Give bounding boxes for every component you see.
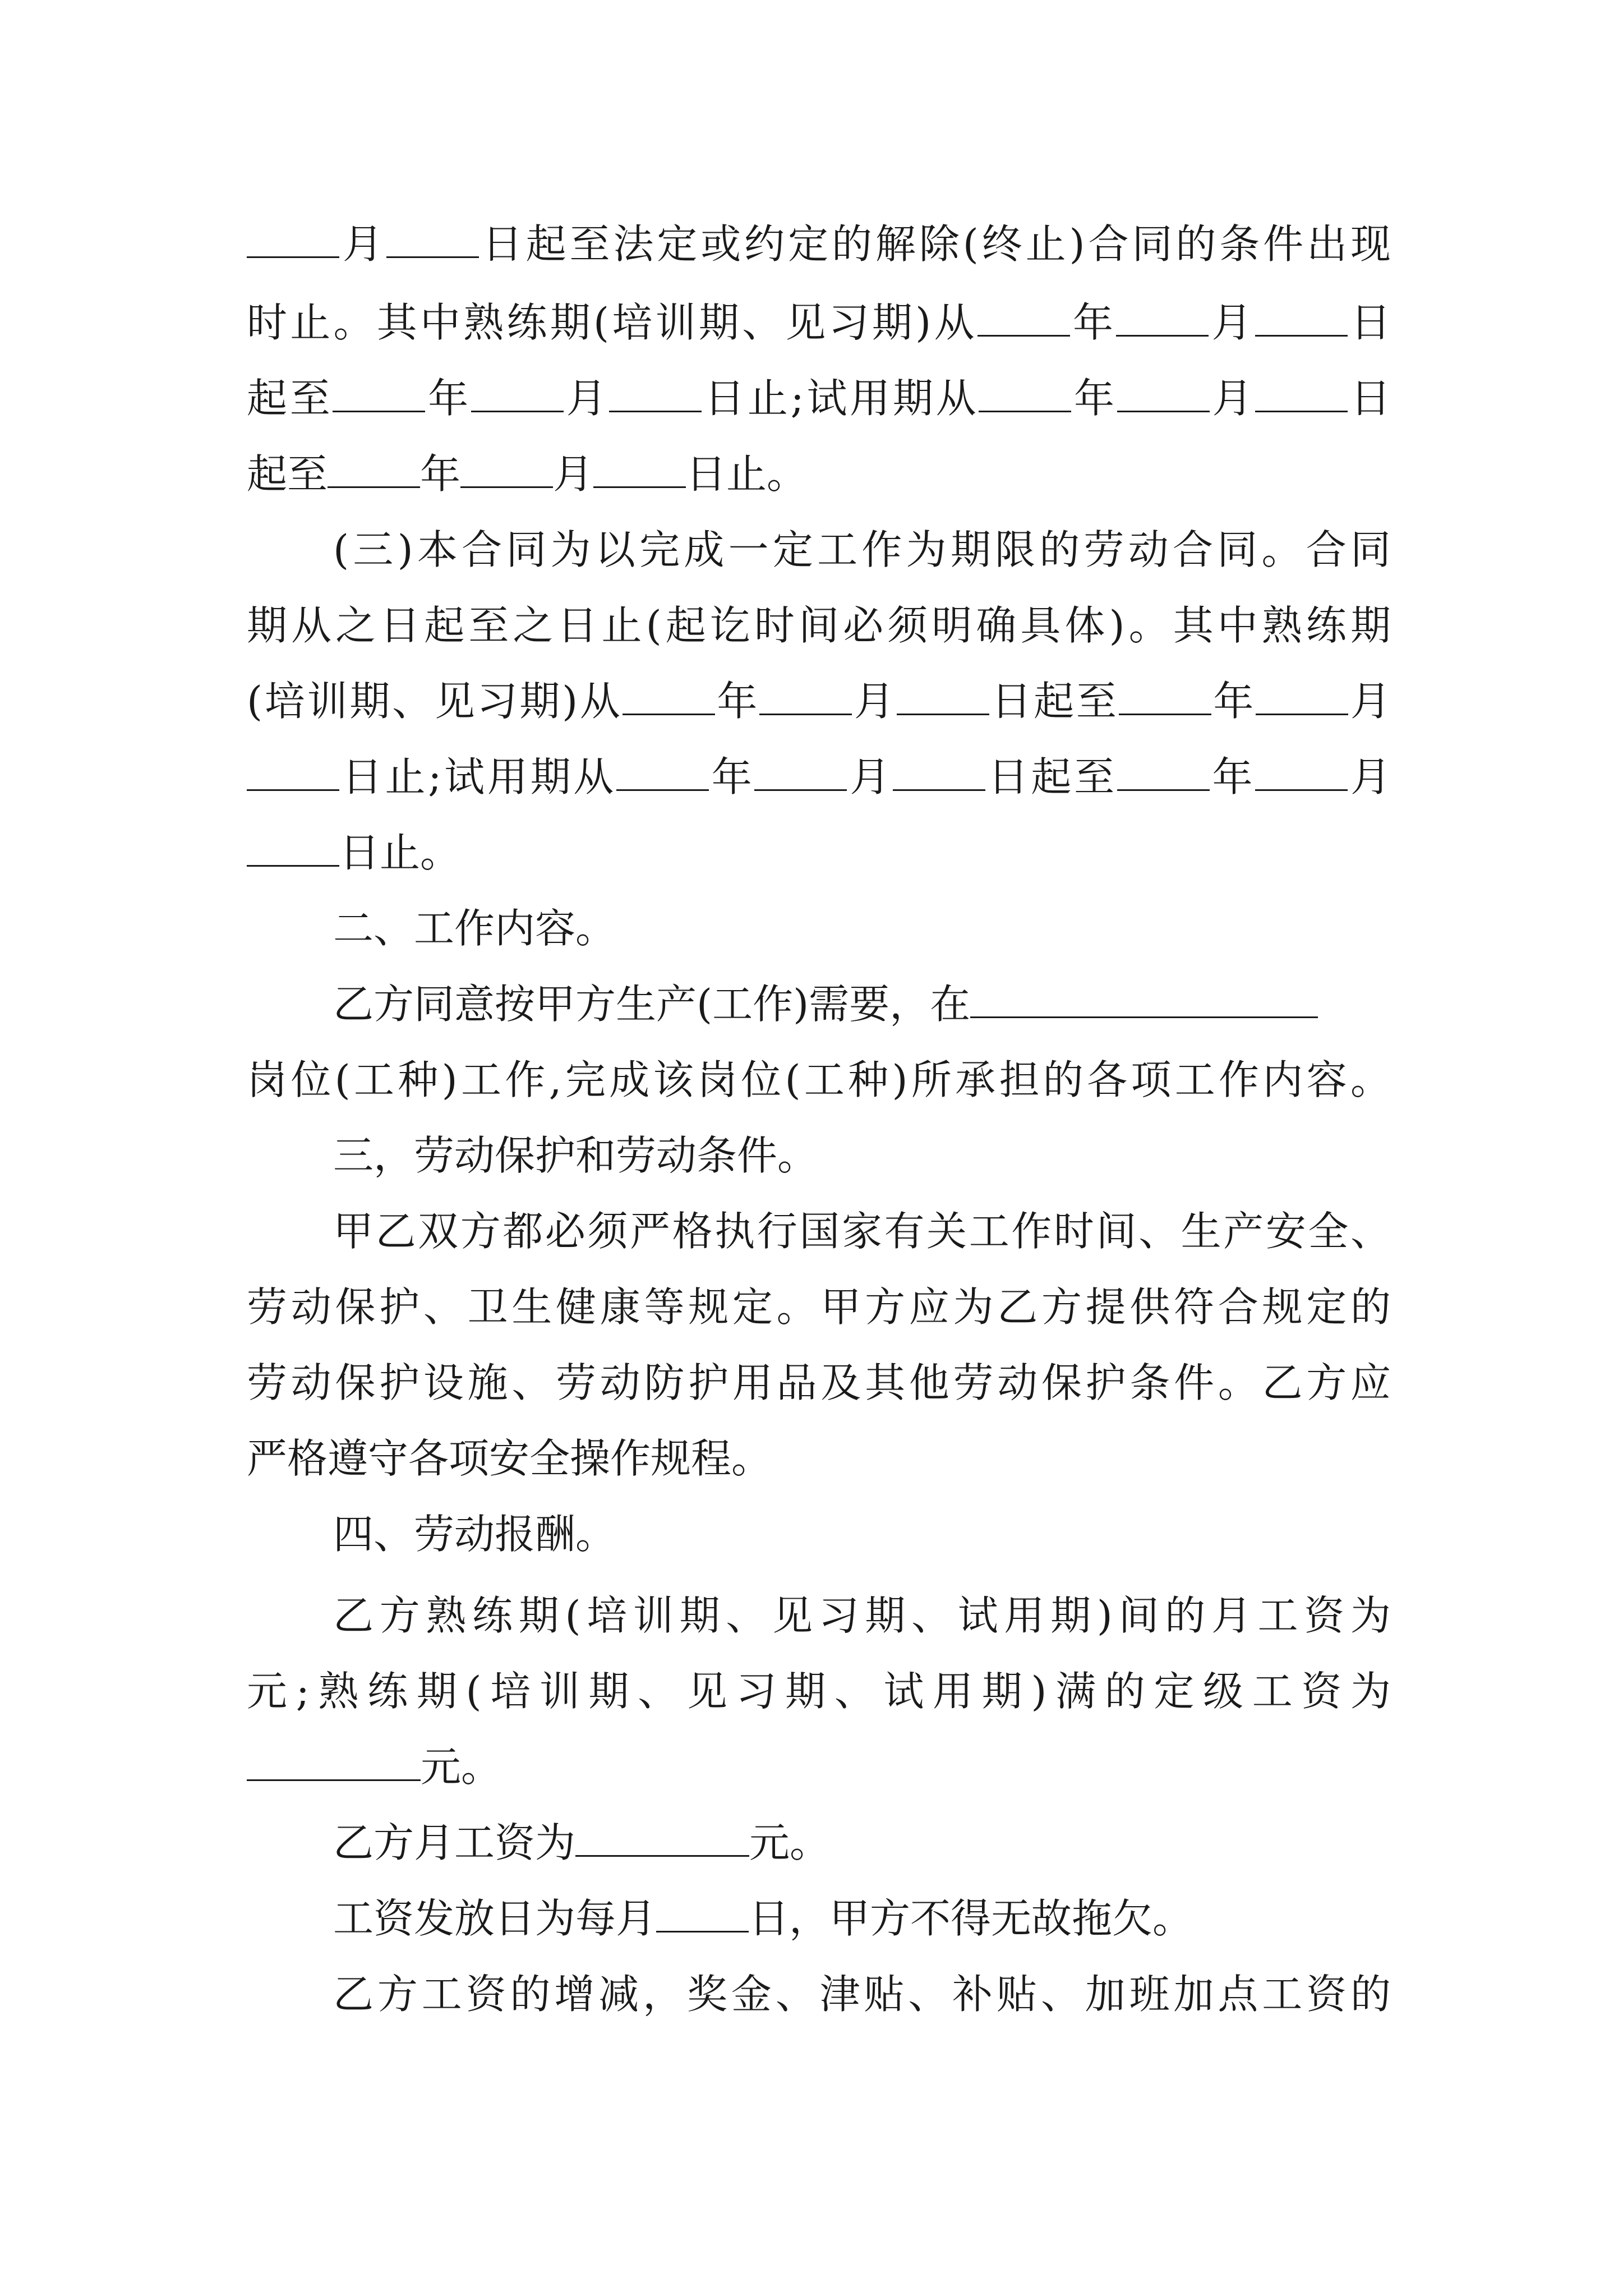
fill-blank [1255,300,1348,337]
text-line: 劳动保护、卫生健康等规定。甲方应为乙方提供符合规定的 [247,1283,1391,1331]
fill-blank [656,1896,749,1932]
fill-blank [471,376,564,412]
fill-blank [386,222,479,258]
text-line: 甲乙双方都必须严格执行国家有关工作时间、生产安全、 [333,1208,1391,1255]
fill-blank [609,376,702,412]
fill-blank [575,1820,749,1857]
fill-blank [247,830,339,867]
text-line: (三)本合同为以完成一定工作为期限的劳动合同。合同 [333,526,1391,573]
fill-blank [1256,679,1348,715]
fill-blank [897,679,989,715]
text-line: 起至 年 月 日止;试用期从 年 月 日 [247,375,1391,422]
text-line: 严格遵守各项安全操作规程。 [247,1435,772,1482]
text-line: 期从之日起至之日止(起讫时间必须明确具体)。其中熟练期 [247,602,1391,649]
fill-blank [754,754,847,791]
fill-blank [970,982,1318,1018]
text-line: 日止;试用期从 年 月 日起至 年 月 [247,749,1391,805]
text-line: 时止。其中熟练期(培训期、见习期)从 年 月 日 [247,299,1391,346]
section-heading: 三，劳动保护和劳动条件。 [333,1132,818,1179]
fill-blank [1117,376,1210,412]
section-heading: 二、工作内容。 [333,905,616,952]
fill-blank [247,222,339,258]
fill-blank [1255,754,1348,791]
fill-blank [593,452,686,488]
fill-blank [460,452,553,488]
fill-blank [893,754,985,791]
fill-blank [247,754,339,791]
section-heading: 四、劳动报酬。 [333,1511,616,1558]
fill-blank [328,452,420,488]
fill-blank [1119,679,1211,715]
fill-blank [623,679,715,715]
fill-blank [978,300,1070,337]
text-line: 乙方工资的增减，奖金、津贴、补贴、加班加点工资的 [333,1971,1391,2018]
fill-blank [1117,754,1210,791]
text-line: 岗位(工种)工作,完成该岗位(工种)所承担的各项工作内容。 [247,1056,1391,1103]
text-line: 工资发放日为每月 日，甲方不得无故拖欠。 [333,1895,1193,1942]
fill-blank [247,1745,421,1781]
fill-blank [1255,376,1348,412]
fill-blank [333,376,425,412]
fill-blank [759,679,852,715]
text-line: 月 日起至法定或约定的解除(终止)合同的条件出现 [247,216,1391,272]
fill-blank [1116,300,1209,337]
fill-blank [979,376,1071,412]
text-line: 乙方月工资为 元。 [333,1819,831,1866]
text-line: 日止。 [247,825,1391,881]
text-line: 元;熟练期(培训期、见习期、试用期)满的定级工资为 [247,1668,1391,1715]
text-line: 乙方同意按甲方生产(工作)需要，在 [333,976,1391,1032]
text-line: 劳动保护设施、劳动防护用品及其他劳动保护条件。乙方应 [247,1359,1391,1406]
fill-blank [616,754,709,791]
text-line: (培训期、见习期)从 年 月 日起至 年 月 [247,678,1391,725]
text-line: 起至 年 月 日止。 [247,450,808,498]
text-line: 乙方熟练期(培训期、见习期、试用期)间的月工资为 [333,1592,1391,1639]
text-line: 元。 [247,1739,1391,1795]
